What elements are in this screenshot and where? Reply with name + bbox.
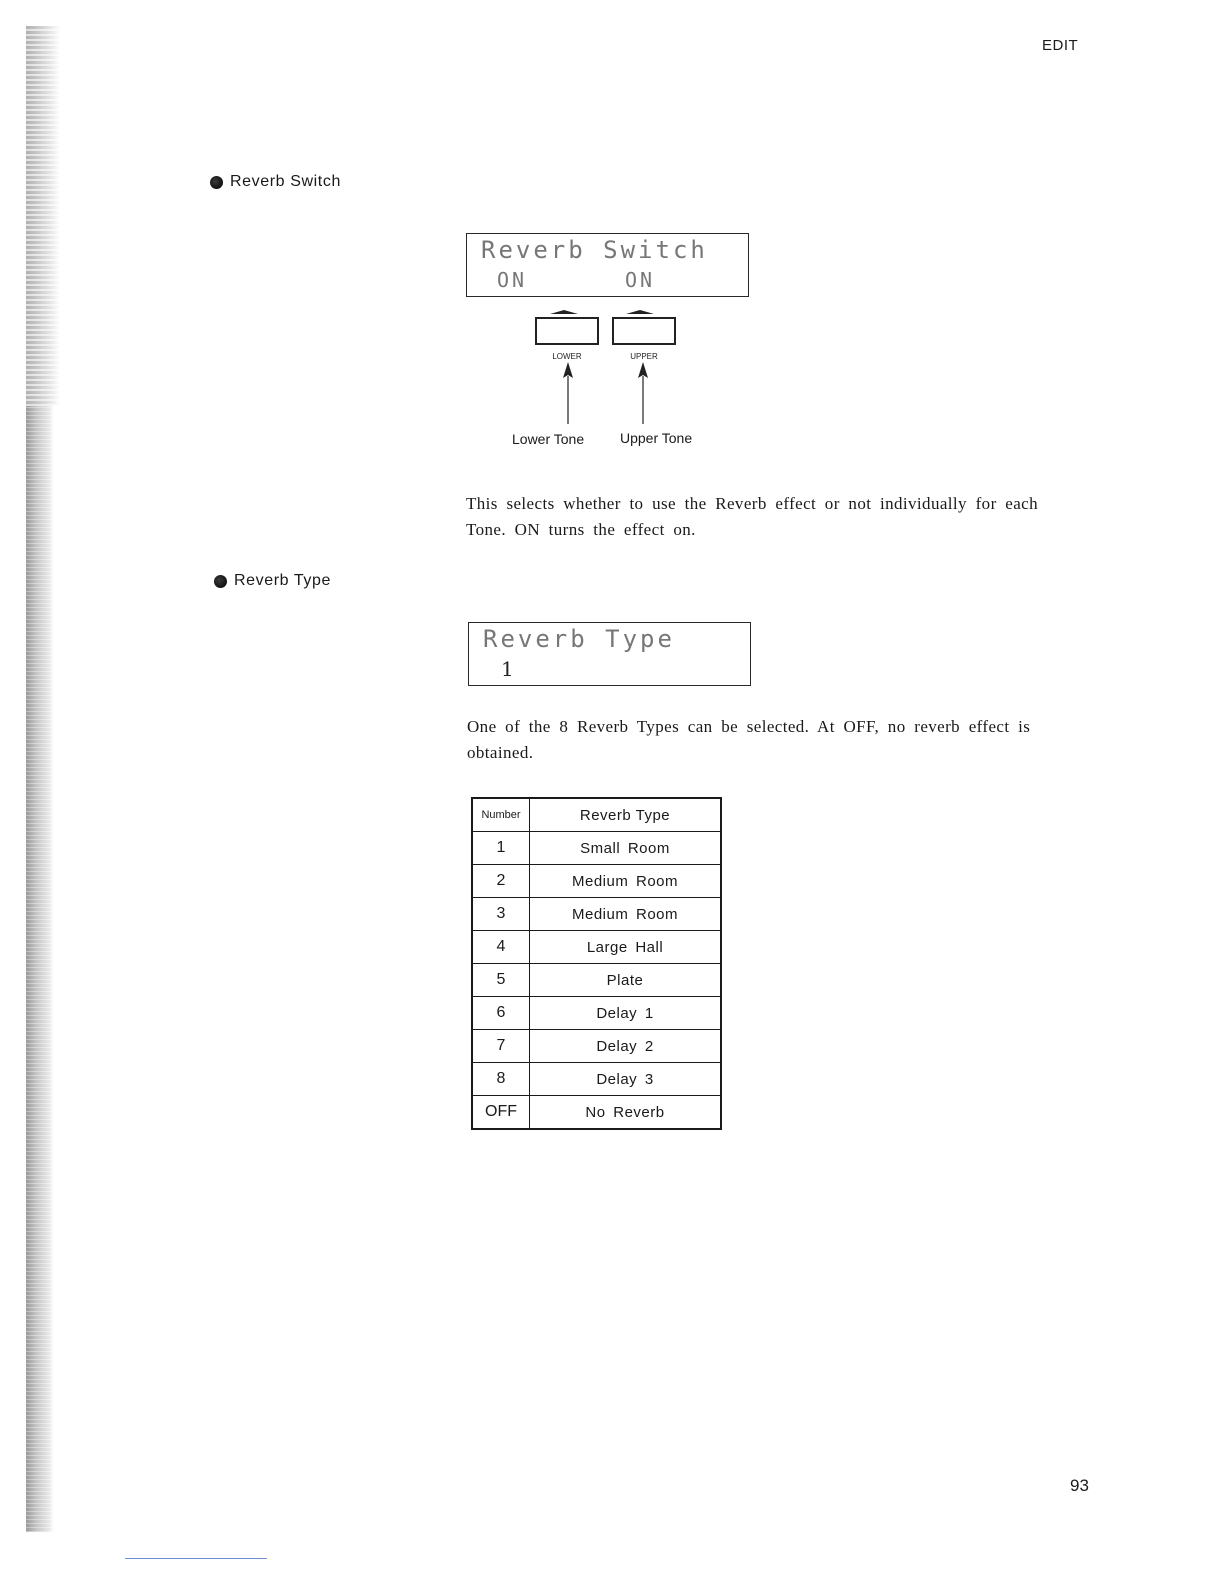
row-number: 2: [472, 865, 530, 898]
column-header-number: Number: [472, 798, 530, 832]
scan-binding-edge-top: [26, 26, 60, 406]
reverb-type-lcd: [468, 622, 751, 686]
lower-button[interactable]: [536, 318, 598, 344]
row-number: 8: [472, 1063, 530, 1096]
table-row: [472, 1030, 721, 1063]
row-number: OFF: [472, 1096, 530, 1130]
bullet-icon: [214, 575, 227, 588]
row-number: 7: [472, 1030, 530, 1063]
upper-button[interactable]: [613, 318, 675, 344]
section-header: EDIT: [1042, 37, 1079, 54]
lcd-type-value: 1: [501, 657, 517, 681]
lower-tone-label: Lower Tone: [512, 431, 585, 447]
row-reverb-type: Medium Room: [530, 898, 722, 931]
bullet-icon: [210, 176, 223, 189]
table-row: [472, 964, 721, 997]
row-number: 3: [472, 898, 530, 931]
lcd-lower-value: ON: [497, 268, 528, 292]
reverb-switch-description: This selects whether to use the Reverb effect or not individually for each Tone. ON turns the effect on.: [466, 494, 1039, 539]
reverb-type-description: One of the 8 Reverb Types can be selected. At OFF, no reverb effect is obtained.: [467, 717, 1031, 762]
lcd-title: Reverb Type: [483, 625, 675, 653]
upper-button-label: UPPER: [630, 352, 658, 361]
bottom-rule: [125, 1558, 267, 1559]
reverb-switch-heading: [210, 173, 341, 191]
row-reverb-type: Large Hall: [530, 931, 722, 964]
upper-tone-label: Upper Tone: [620, 430, 693, 446]
table-row: [472, 865, 721, 898]
table-row: [472, 1096, 721, 1130]
table-row: [472, 1063, 721, 1096]
lower-arrow-icon: [563, 362, 573, 424]
reverb-type-heading: [214, 572, 331, 590]
table-header-row: [472, 798, 721, 832]
upper-arrow-icon: [638, 362, 648, 424]
reverb-type-table: [471, 797, 722, 1130]
reverb-switch-lcd: [466, 233, 749, 297]
table-row: [472, 931, 721, 964]
row-number: 1: [472, 832, 530, 865]
table-row: [472, 898, 721, 931]
table-row: [472, 832, 721, 865]
row-reverb-type: No Reverb: [530, 1096, 722, 1130]
page-number: 93: [1070, 1476, 1089, 1495]
column-header-reverb-type: Reverb Type: [530, 798, 722, 832]
row-reverb-type: Delay 3: [530, 1063, 722, 1096]
row-number: 4: [472, 931, 530, 964]
table-row: [472, 997, 721, 1030]
upper-led-icon: [626, 310, 654, 314]
row-reverb-type: Medium Room: [530, 865, 722, 898]
row-reverb-type: Delay 2: [530, 1030, 722, 1063]
row-number: 5: [472, 964, 530, 997]
lcd-upper-value: ON: [625, 268, 656, 292]
row-reverb-type: Plate: [530, 964, 722, 997]
reverb-switch-heading-text: Reverb Switch: [230, 173, 341, 190]
lower-led-icon: [550, 310, 578, 314]
reverb-type-heading-text: Reverb Type: [234, 572, 332, 589]
row-number: 6: [472, 997, 530, 1030]
lower-button-label: LOWER: [552, 352, 582, 361]
row-reverb-type: Small Room: [530, 832, 722, 865]
lcd-title: Reverb Switch: [481, 236, 708, 264]
row-reverb-type: Delay 1: [530, 997, 722, 1030]
